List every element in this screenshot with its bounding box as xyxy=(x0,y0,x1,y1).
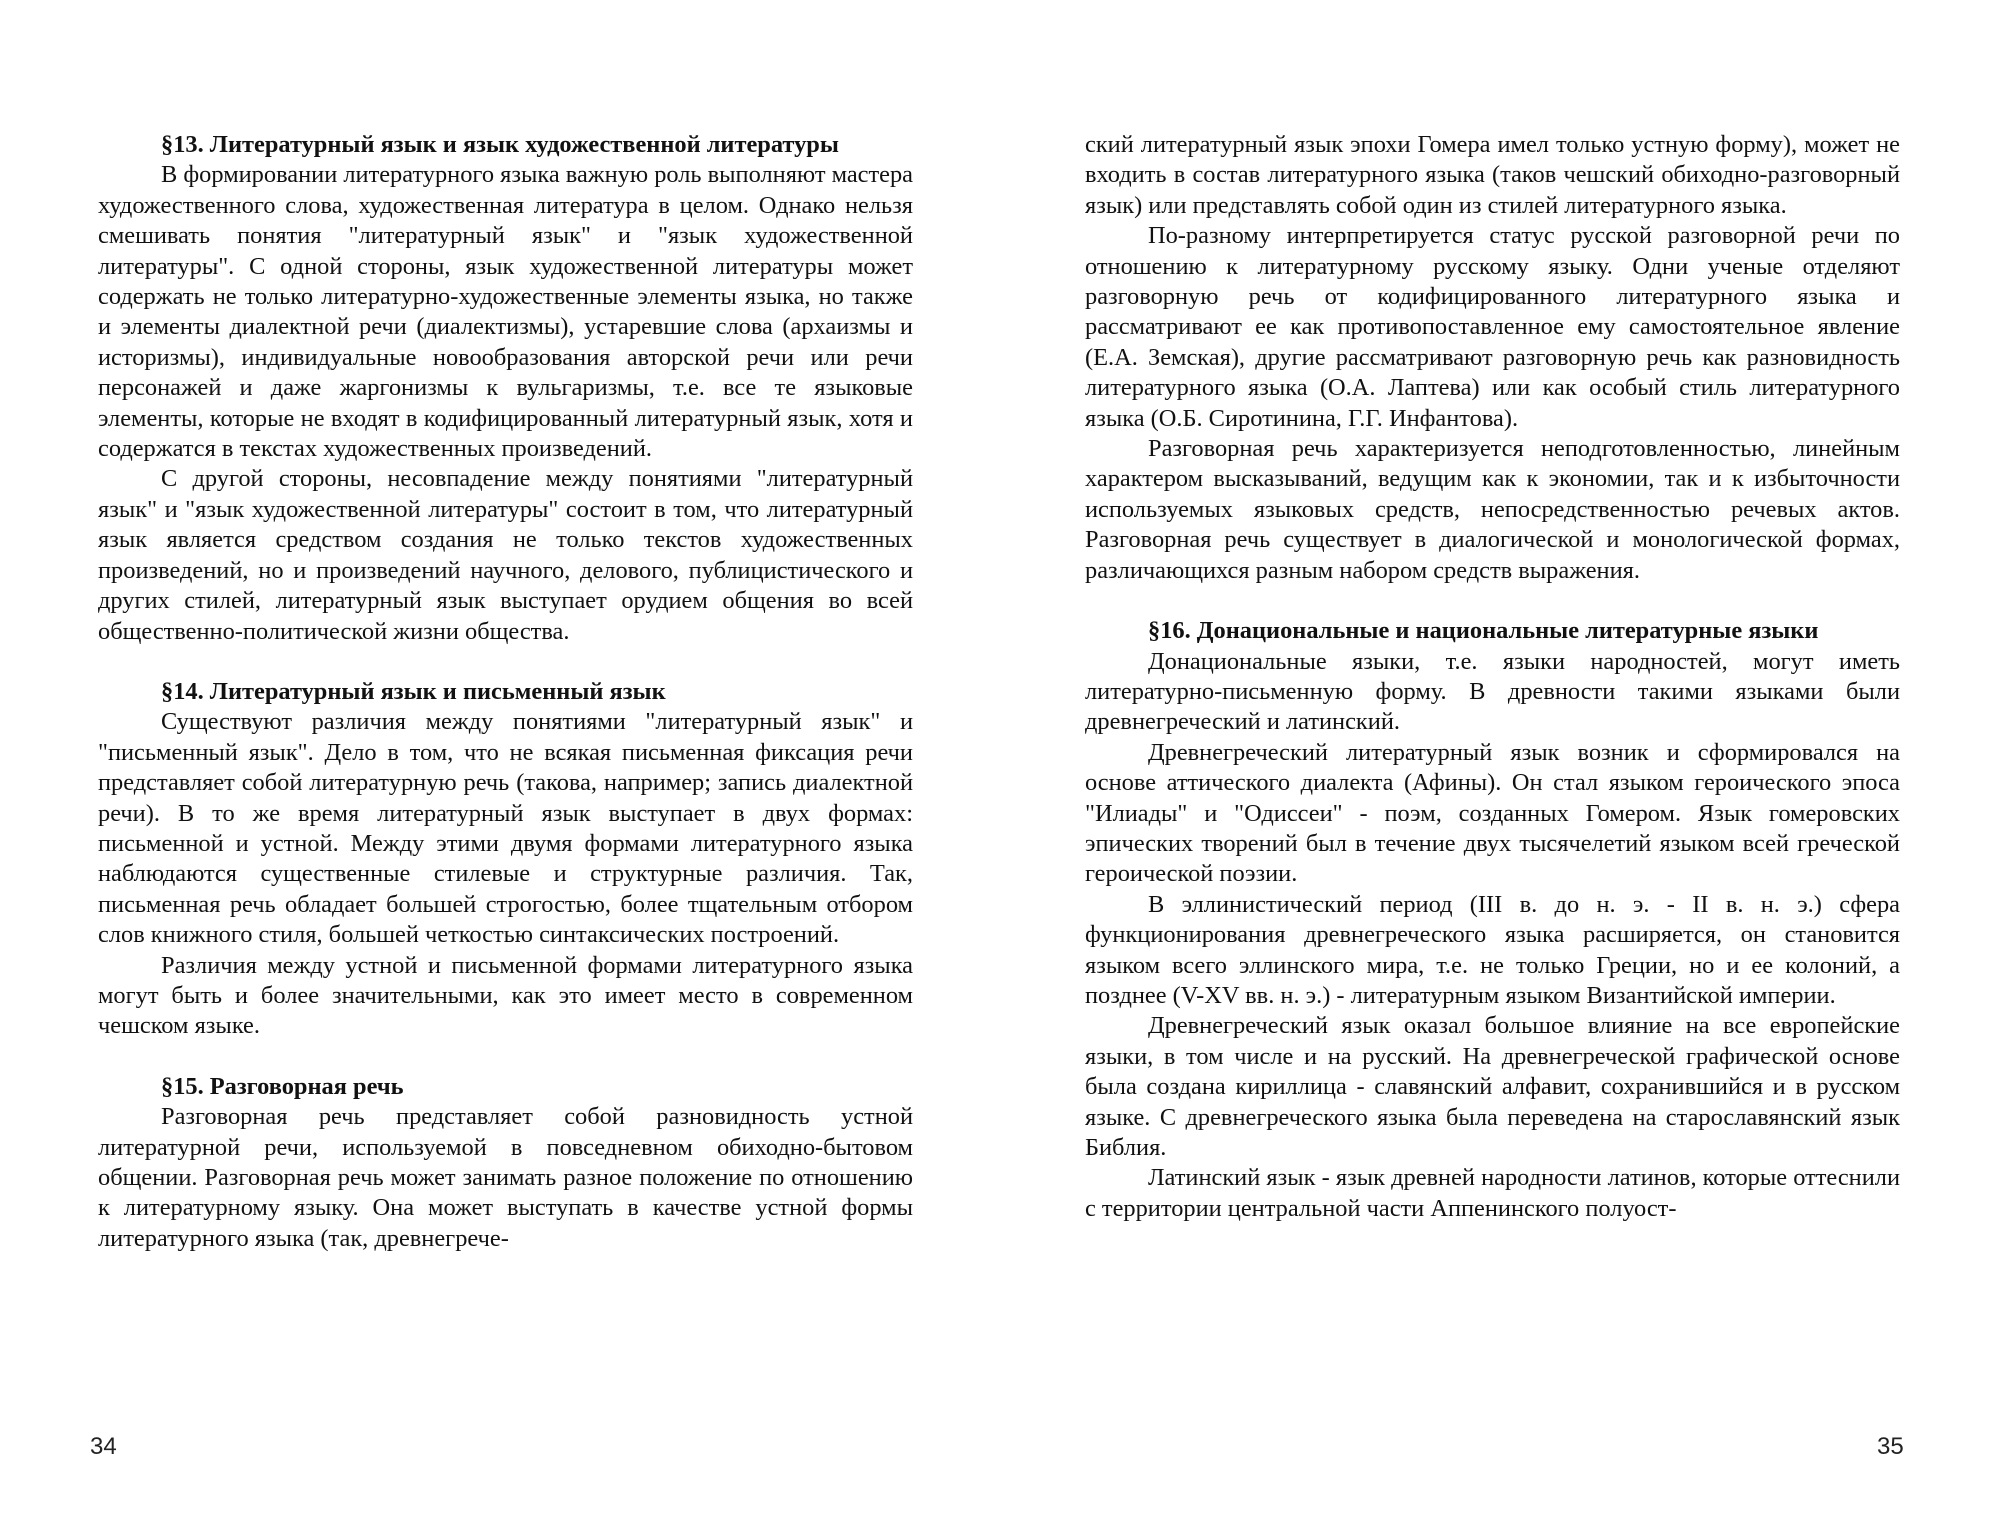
left-page xyxy=(98,130,913,1254)
section-13-paragraph-1: В формировании литературного языка важную роль выполняют мастера художественного слова, художественная литература в целом. Однако нельзя смешивать понятия "литературный язык" и "язык художественной литературы". С одной стороны, язык художественной литературы может содержать не только литературно-художественные элементы языка, но также и элементы диалектной речи (диалектизмы), устаревшие слова (архаизмы и историзмы), индивидуальные новообразования авторской речи или речи персонажей и даже жаргонизмы к вульгаризмы, т.е. все те языковые элементы, которые не входят в кодифицированный литературный язык, хотя и содержатся в текстах художественных произведений. xyxy=(98,161,914,463)
section-15-heading: §15. Разговорная речь xyxy=(161,1072,404,1100)
section-15-paragraph-1: Разговорная речь представляет собой разновидность устной литературной речи, используемой в повседневном обиходно-бытовом общении. Разговорная речь может занимать разное положение по отношению к литературному языку. Она может выступать в качестве устной формы литературного языка (так, древнегрече- xyxy=(98,1103,913,1252)
section-16-paragraph-1: Донациональные языки, т.е. языки народностей, могут иметь литературно-письменную форму. В древности такими языками были древнегреческий и латинский. xyxy=(1085,647,1900,736)
section-16-paragraph-5: Латинский язык - язык древней народности латинов, которые оттеснили с территории центральной части Аппенинского полуост- xyxy=(1085,1164,1900,1222)
section-gap xyxy=(1085,586,1900,616)
section-14-heading: §14. Литературный язык и письменный язык xyxy=(161,677,666,705)
section-14-paragraph-1: Существуют различия между понятиями "литературный язык" и "письменный язык". Дело в том, что не всякая письменная фиксация речи представляет собой литературную речь (такова, например; запись диалектной речи). В то же время литературный язык выступает в двух формах: письменной и устной. Между этими двумя формами литературного языка наблюдаются существенные стилевые и структурные различия. Так, письменная речь обладает большей строгостью, более тщательным отбором слов книжного стиля, большей четкостью синтаксических построений. xyxy=(98,708,913,949)
section-16-paragraph-2: Древнегреческий литературный язык возник и сформировался на основе аттического диалекта (Афины). Он стал языком героического эпоса "Илиады" и "Одиссеи" - поэм, созданных Гомером. Язык гомеровских эпических творений был в течение двух тысячелетий языком всей греческой героической поэзии. xyxy=(1085,738,1900,888)
page-number-left: 34 xyxy=(90,1433,117,1460)
section-13-heading: §13. Литературный язык и язык художественной литературы xyxy=(161,131,839,158)
section-15-paragraph-3: Разговорная речь характеризуется неподготовленностью, линейным характером высказываний, ведущим как к экономии, так и к избыточности используемых языковых средств, непосредственностью речевых актов. Разговорная речь существует в диалогической и монологической формах, различающихся разным набором средств выражения. xyxy=(1085,435,1900,584)
section-15-paragraph-2: По-разному интерпретируется статус русской разговорной речи по отношению к литературному русскому языку. Одни ученые отделяют разговорную речь от кодифицированного литературного языка и рассматривают ее как противопоставленное ему самостоятельное явление (Е.А. Земская), другие рассматривают разговорную речь как разновидность литературного языка (О.А. Лаптева) или как особый стиль литературного языка (О.Б. Сиротинина, Г.Г. Инфантова). xyxy=(1085,222,1900,432)
section-16-paragraph-3: В эллинистический период (III в. до н. э. - II в. н. э.) сфера функционирования древнегреческого языка расширяется, он становится языком всего эллинского мира, т.е. не только Греции, но и ее колоний, а позднее (V-XV вв. н. э.) - литературным языком Византийской империи. xyxy=(1085,890,1900,1009)
section-gap xyxy=(98,1042,913,1072)
section-16-heading: §16. Донациональные и национальные литературные языки xyxy=(1148,617,1819,645)
section-gap xyxy=(98,647,913,677)
section-14-paragraph-2: Различия между устной и письменной формами литературного языка могут быть и более значительными, как это имеет место в современном чешском языке. xyxy=(98,951,913,1040)
section-16-paragraph-4: Древнегреческий язык оказал большое влияние на все европейские языки, в том числе и на русский. На древнегреческой графической основе была создана кириллица - славянский алфавит, сохранившийся и в русском языке. С древнегреческого языка была переведена на старославянский язык Библия. xyxy=(1085,1012,1900,1161)
section-13-paragraph-2: С другой стороны, несовпадение между понятиями "литературный язык" и "язык художественной литературы" состоит в том, что литературный язык является средством создания не только текстов художественных произведений, но и произведений научного, делового, публицистического и других стилей, литературный язык выступает орудием общения во всей общественно-политической жизни общества. xyxy=(98,465,913,645)
page-number-right: 35 xyxy=(1877,1433,1904,1460)
continued-paragraph: ский литературный язык эпохи Гомера имел только устную форму), может не входить в состав литературного языка (таков чешский обиходно-разговорный язык) или представлять собой один из стилей литературного языка. xyxy=(1085,131,1900,219)
right-page xyxy=(1085,130,1900,1224)
